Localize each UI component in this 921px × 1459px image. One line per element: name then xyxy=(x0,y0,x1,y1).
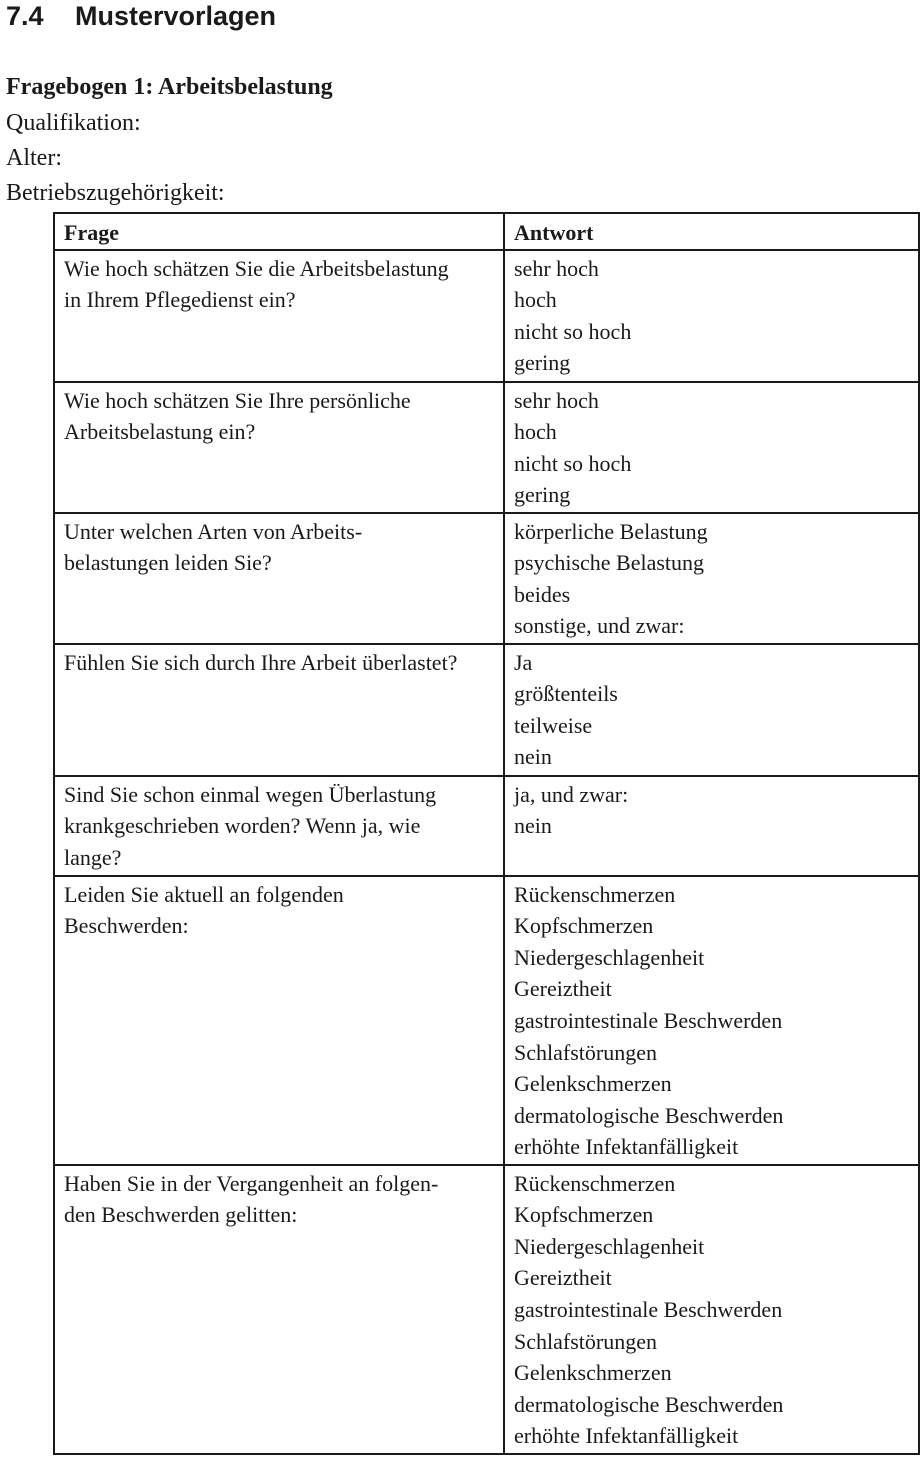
answer-option: größtenteils xyxy=(514,681,618,707)
table-row xyxy=(54,1165,919,1454)
answer-option: Niedergeschlagenheit xyxy=(514,944,705,970)
answer-option: beides xyxy=(514,581,571,607)
answer-option: Ja xyxy=(514,649,533,675)
section-number: 7.4 xyxy=(6,1,44,31)
answer-option: Schlafstörungen xyxy=(514,1328,657,1354)
question-line: Leiden Sie aktuell an folgenden xyxy=(64,881,344,907)
table-row xyxy=(54,644,919,776)
question-line: lange? xyxy=(64,844,122,870)
question-text xyxy=(64,647,494,679)
field-betriebszugehoerigkeit: Betriebszugehörigkeit: xyxy=(6,180,225,206)
answer-option: gering xyxy=(514,350,571,376)
question-line: Fühlen Sie sich durch Ihre Arbeit überlastet? xyxy=(64,649,458,675)
question-cell xyxy=(54,513,504,644)
question-text xyxy=(64,253,494,316)
question-cell xyxy=(54,776,504,876)
question-line: den Beschwerden gelitten: xyxy=(64,1202,298,1228)
question-cell xyxy=(54,876,504,1165)
answer-option: Gelenkschmerzen xyxy=(514,1360,672,1386)
question-line: Arbeitsbelastung ein? xyxy=(64,419,256,445)
question-text xyxy=(64,879,494,942)
question-line: Sind Sie schon einmal wegen Überlastung xyxy=(64,781,437,807)
answer-option: Schlafstörungen xyxy=(514,1039,657,1065)
question-line: krankgeschrieben worden? Wenn ja, wie xyxy=(64,813,421,839)
answer-option: nicht so hoch xyxy=(514,450,632,476)
answer-option: Kopfschmerzen xyxy=(514,913,654,939)
answer-option: gastrointestinale Beschwerden xyxy=(514,1007,783,1033)
answer-option: ja, und zwar: xyxy=(514,781,629,807)
question-line: Beschwerden: xyxy=(64,913,189,939)
answer-option: gastrointestinale Beschwerden xyxy=(514,1296,783,1322)
table-body xyxy=(54,250,919,1454)
column-header-frage: Frage xyxy=(54,213,504,250)
answer-option: sehr hoch xyxy=(514,255,599,281)
question-line: Unter welchen Arten von Arbeits- xyxy=(64,518,363,544)
answer-cell xyxy=(504,644,919,776)
questionnaire-title: Fragebogen 1: Arbeitsbelastung xyxy=(6,74,333,100)
answer-option: körperliche Belastung xyxy=(514,518,708,544)
answer-cell xyxy=(504,876,919,1165)
answer-option: teilweise xyxy=(514,712,593,738)
table-row xyxy=(54,250,919,382)
answer-option: Kopfschmerzen xyxy=(514,1202,654,1228)
table-row xyxy=(54,513,919,644)
answer-option: Gelenkschmerzen xyxy=(514,1071,672,1097)
answer-option: Gereiztheit xyxy=(514,1265,612,1291)
answer-option: hoch xyxy=(514,419,557,445)
question-text xyxy=(64,779,494,874)
question-line: Haben Sie in der Vergangenheit an folgen- xyxy=(64,1170,439,1196)
answer-cell xyxy=(504,513,919,644)
answer-option: dermatologische Beschwerden xyxy=(514,1391,784,1417)
question-cell xyxy=(54,1165,504,1454)
answer-option: dermatologische Beschwerden xyxy=(514,1102,784,1128)
question-line: in Ihrem Pflegedienst ein? xyxy=(64,287,296,313)
question-text xyxy=(64,1168,494,1231)
section-heading xyxy=(6,0,276,34)
field-alter: Alter: xyxy=(6,145,62,171)
answer-option: Rückenschmerzen xyxy=(514,1170,676,1196)
answer-option: sonstige, und zwar: xyxy=(514,613,685,639)
question-cell xyxy=(54,382,504,513)
section-title: Mustervorlagen xyxy=(75,1,277,31)
answer-option: erhöhte Infektanfälligkeit xyxy=(514,1134,739,1160)
answer-option: nein xyxy=(514,744,552,770)
question-text xyxy=(64,385,494,448)
answer-option: gering xyxy=(514,482,571,508)
answer-option: Niedergeschlagenheit xyxy=(514,1233,705,1259)
answer-cell xyxy=(504,1165,919,1454)
question-line: Wie hoch schätzen Sie die Arbeitsbelastung xyxy=(64,255,449,281)
question-cell xyxy=(54,250,504,382)
answer-option: sehr hoch xyxy=(514,387,599,413)
answer-option: Rückenschmerzen xyxy=(514,881,676,907)
answer-option: hoch xyxy=(514,287,557,313)
column-header-antwort: Antwort xyxy=(504,213,919,250)
table-row xyxy=(54,876,919,1165)
answer-cell xyxy=(504,776,919,876)
answer-cell xyxy=(504,382,919,513)
question-text xyxy=(64,516,494,579)
table-header-row xyxy=(54,213,919,250)
answer-option: nein xyxy=(514,813,552,839)
answer-option: Gereiztheit xyxy=(514,976,612,1002)
field-qualifikation: Qualifikation: xyxy=(6,110,141,136)
question-cell xyxy=(54,644,504,776)
question-line: Wie hoch schätzen Sie Ihre persönliche xyxy=(64,387,411,413)
answer-cell xyxy=(504,250,919,382)
answer-option: erhöhte Infektanfälligkeit xyxy=(514,1423,739,1449)
answer-option: psychische Belastung xyxy=(514,550,705,576)
table-row xyxy=(54,776,919,876)
answer-option: nicht so hoch xyxy=(514,318,632,344)
questionnaire-table xyxy=(53,212,920,1455)
table-row xyxy=(54,382,919,513)
question-line: belastungen leiden Sie? xyxy=(64,550,272,576)
